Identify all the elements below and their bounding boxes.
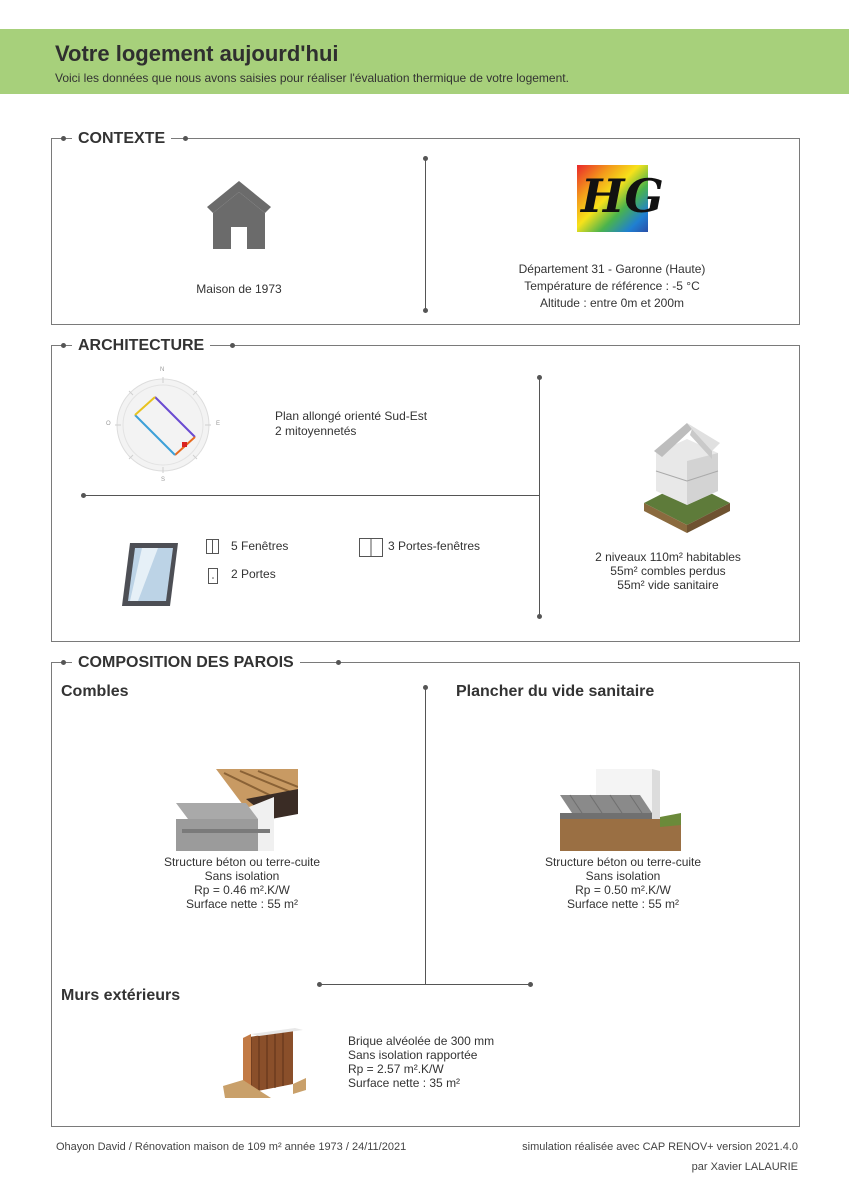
architecture-h-divider-dot xyxy=(81,493,86,498)
parois-title: COMPOSITION DES PAROIS xyxy=(72,654,300,672)
parois-v-divider-dot xyxy=(423,685,428,690)
parois-h-divider xyxy=(319,984,530,985)
combles-line2: Sans isolation xyxy=(204,869,280,883)
vide-sanitaire-text: 55m² vide sanitaire xyxy=(617,578,719,592)
building-icon xyxy=(642,421,732,533)
plancher-line1: Structure béton ou terre-cuite xyxy=(544,855,702,869)
department-logo-text: HG xyxy=(581,169,664,223)
fenetres-text: 5 Fenêtres xyxy=(231,539,289,553)
compass-o: O xyxy=(106,421,111,427)
compass-s: S xyxy=(161,477,166,483)
footer-author: par Xavier LALAURIE xyxy=(691,1161,798,1173)
contexte-title-dot-right xyxy=(183,136,188,141)
mitoyennetes-text: 2 mitoyennetés xyxy=(275,424,357,438)
murs-illustration xyxy=(223,1028,306,1098)
combles-line3: Rp = 0.46 m².K/W xyxy=(194,883,290,897)
combles-surface-text: 55m² combles perdus xyxy=(610,564,726,578)
architecture-title-dot-left xyxy=(61,343,66,348)
plancher-illustration xyxy=(560,769,681,851)
page-subtitle: Voici les données que nous avons saisies pour réaliser l'évaluation thermique de votre logement. xyxy=(55,71,569,85)
fenetre-icon xyxy=(206,539,219,554)
murs-line1: Brique alvéolée de 300 mm xyxy=(348,1034,495,1048)
window-icon xyxy=(120,541,180,608)
architecture-h-divider xyxy=(83,495,539,496)
footer-left: Ohayon David / Rénovation maison de 109 m² année 1973 / 24/11/2021 xyxy=(56,1141,407,1153)
architecture-v-divider-dot-bottom xyxy=(537,614,542,619)
footer-right: simulation réalisée avec CAP RENOV+ version 2021.4.0 xyxy=(522,1141,798,1153)
architecture-title: ARCHITECTURE xyxy=(72,337,210,355)
page-title: Votre logement aujourd'hui xyxy=(55,41,339,66)
temperature-text: Température de référence : -5 °C xyxy=(524,279,700,293)
department-logo xyxy=(577,165,664,232)
parois-h-divider-dot-right xyxy=(528,982,533,987)
plancher-line3: Rp = 0.50 m².K/W xyxy=(575,883,671,897)
header-banner xyxy=(0,29,849,94)
porte-icon xyxy=(208,568,218,584)
murs-line2: Sans isolation rapportée xyxy=(348,1048,478,1062)
parois-h-divider-dot-left xyxy=(317,982,322,987)
architecture-v-divider-dot-top xyxy=(537,375,542,380)
parois-title-dot-left xyxy=(61,660,66,665)
portes-fenetres-text: 3 Portes-fenêtres xyxy=(388,539,481,553)
architecture-v-divider xyxy=(539,378,540,617)
parois-title-dot-right xyxy=(336,660,341,665)
murs-line4: Surface nette : 35 m² xyxy=(348,1076,461,1090)
murs-line3: Rp = 2.57 m².K/W xyxy=(348,1062,444,1076)
house-icon xyxy=(205,179,273,249)
combles-illustration xyxy=(176,769,298,851)
contexte-divider-dot-bottom xyxy=(423,308,428,313)
architecture-title-dot-right xyxy=(230,343,235,348)
murs-heading: Murs extérieurs xyxy=(61,987,181,1004)
compass-e: E xyxy=(216,421,221,427)
compass-n: N xyxy=(160,367,165,373)
departement-text: Département 31 - Garonne (Haute) xyxy=(518,262,706,276)
combles-line4: Surface nette : 55 m² xyxy=(185,897,299,911)
plancher-line4: Surface nette : 55 m² xyxy=(566,897,680,911)
plancher-heading: Plancher du vide sanitaire xyxy=(456,683,655,700)
contexte-title-dot-left xyxy=(61,136,66,141)
compass-icon xyxy=(103,367,223,485)
altitude-text: Altitude : entre 0m et 200m xyxy=(539,296,685,310)
porte-fenetre-icon xyxy=(359,538,383,557)
portes-text: 2 Portes xyxy=(231,567,276,581)
house-label: Maison de 1973 xyxy=(196,282,282,296)
niveaux-text: 2 niveaux 110m² habitables xyxy=(595,550,741,564)
contexte-title: CONTEXTE xyxy=(72,130,171,148)
contexte-divider xyxy=(425,159,426,311)
plan-text: Plan allongé orienté Sud-Est xyxy=(275,409,428,423)
parois-v-divider xyxy=(425,688,426,985)
combles-line1: Structure béton ou terre-cuite xyxy=(163,855,321,869)
plancher-line2: Sans isolation xyxy=(585,869,661,883)
contexte-divider-dot-top xyxy=(423,156,428,161)
combles-heading: Combles xyxy=(61,683,129,700)
